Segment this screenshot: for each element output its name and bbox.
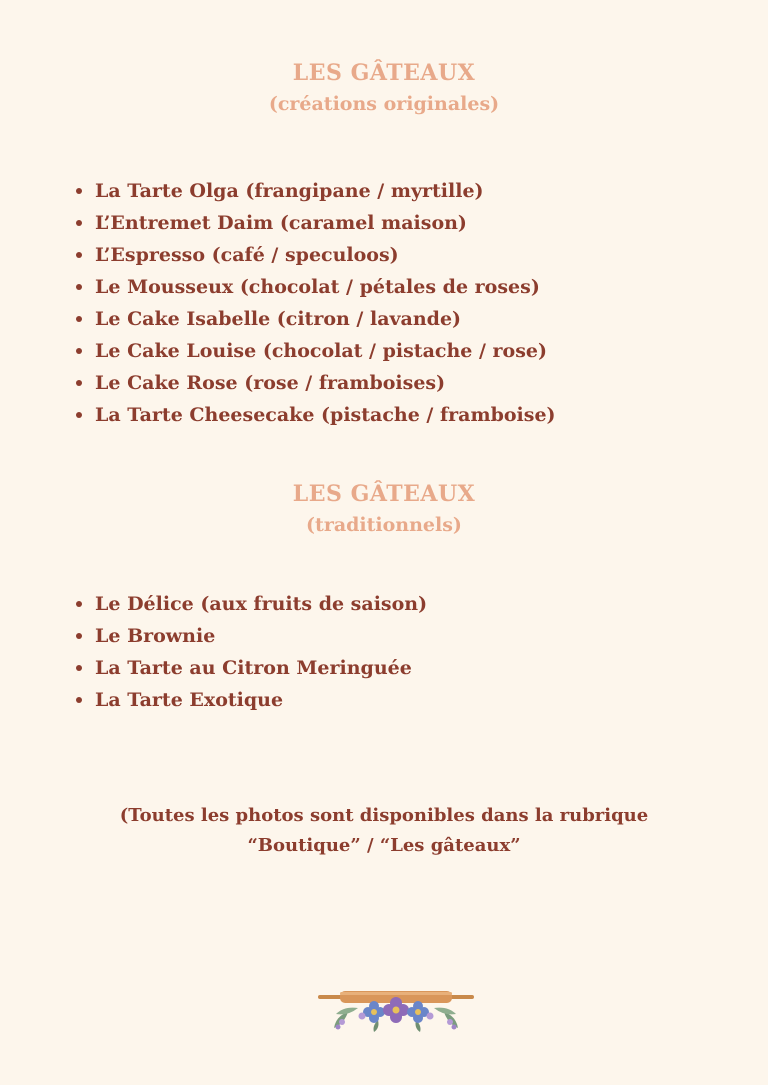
footer-note-line-2: “Boutique” / “Les gâteaux” xyxy=(247,835,521,856)
bullet-icon xyxy=(76,412,82,418)
bullet-icon xyxy=(76,316,82,322)
list-item xyxy=(95,588,427,620)
original-section-title: LES GÂTEAUX xyxy=(292,60,476,86)
original-cakes-list xyxy=(0,175,556,431)
list-item xyxy=(95,271,556,303)
list-item-label: Le Cake Isabelle (citron / lavande) xyxy=(95,308,462,330)
bullet-icon xyxy=(76,220,82,226)
list-item-label: La Tarte au Citron Meringuée xyxy=(95,657,412,679)
list-item xyxy=(95,335,556,367)
list-item xyxy=(95,684,427,716)
list-item-label: Le Cake Louise (chocolat / pistache / rose) xyxy=(95,340,547,362)
list-item xyxy=(95,367,556,399)
list-item xyxy=(95,620,427,652)
bullet-icon xyxy=(76,601,82,607)
list-item xyxy=(95,207,556,239)
bullet-icon xyxy=(76,284,82,290)
bullet-icon xyxy=(76,348,82,354)
bullet-icon xyxy=(76,633,82,639)
bullet-icon xyxy=(76,697,82,703)
traditional-cakes-list xyxy=(0,588,427,716)
bullet-icon xyxy=(76,252,82,258)
list-item-label: La Tarte Cheesecake (pistache / framboise) xyxy=(95,404,556,426)
bullet-icon xyxy=(76,188,82,194)
list-item xyxy=(95,652,427,684)
bullet-icon xyxy=(76,665,82,671)
list-item-label: L’Espresso (café / speculoos) xyxy=(95,244,399,266)
original-section-subtitle: (créations originales) xyxy=(268,93,500,115)
list-item xyxy=(95,239,556,271)
rolling-pin-flowers-icon xyxy=(318,986,474,1034)
list-item xyxy=(95,399,556,431)
traditional-section-subtitle: (traditionnels) xyxy=(306,514,462,536)
list-item-label: Le Mousseux (chocolat / pétales de roses) xyxy=(95,276,540,298)
list-item xyxy=(95,303,556,335)
list-item xyxy=(95,175,556,207)
list-item-label: L’Entremet Daim (caramel maison) xyxy=(95,212,467,234)
footer-note-line-1: (Toutes les photos sont disponibles dans la rubrique xyxy=(119,805,649,826)
list-item-label: Le Délice (aux fruits de saison) xyxy=(95,593,428,615)
traditional-section-title: LES GÂTEAUX xyxy=(292,481,476,507)
list-item-label: Le Cake Rose (rose / framboises) xyxy=(95,372,446,394)
bullet-icon xyxy=(76,380,82,386)
list-item-label: La Tarte Olga (frangipane / myrtille) xyxy=(95,180,484,202)
list-item-label: Le Brownie xyxy=(95,625,216,647)
list-item-label: La Tarte Exotique xyxy=(95,689,284,711)
